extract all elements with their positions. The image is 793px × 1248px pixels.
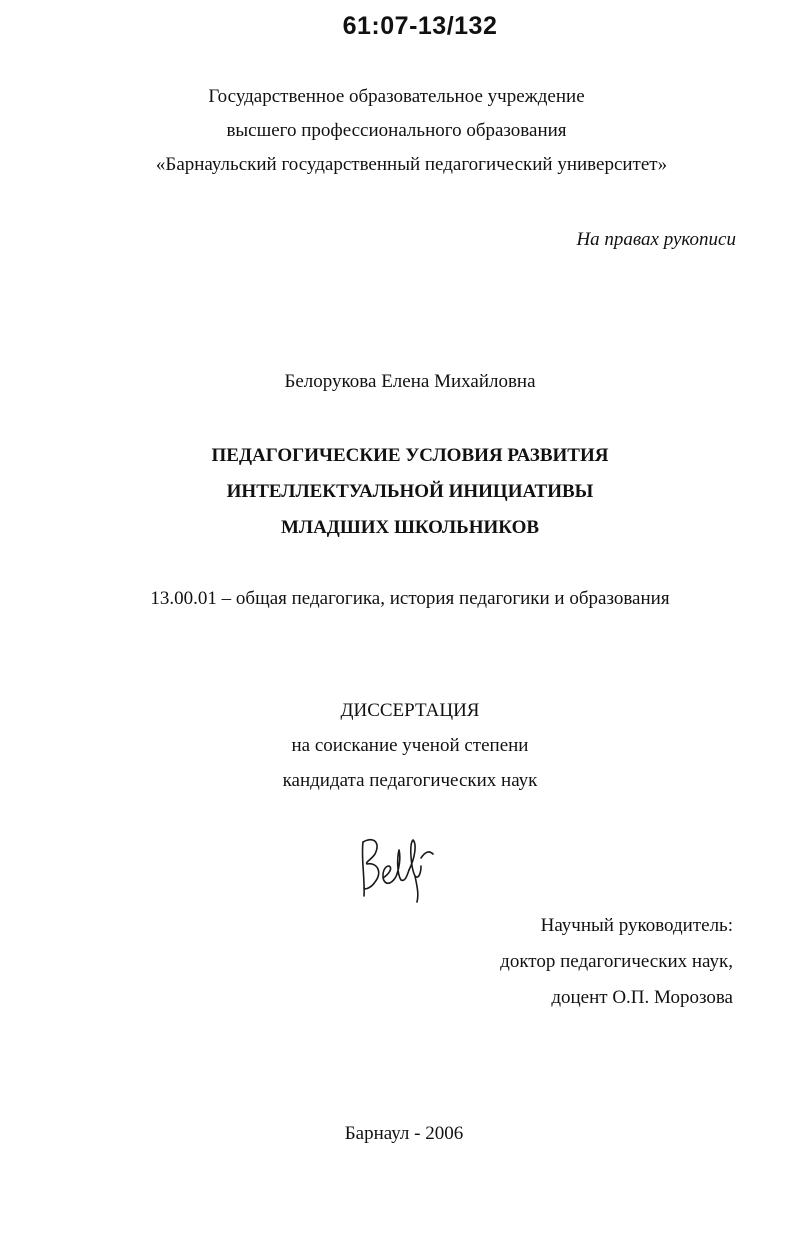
specialty-code: 13.00.01 – общая педагогика, история педагогики и образования (150, 588, 670, 609)
supervisor-degree: доктор педагогических наук, (500, 951, 733, 972)
dissertation-title (0, 438, 793, 546)
catalog-code: 61:07-13/132 (342, 12, 498, 40)
author-name: Белорукова Елена Михайловна (284, 371, 536, 392)
title-line-2: ИНТЕЛЛЕКТУАЛЬНОЙ ИНИЦИАТИВЫ (226, 481, 594, 502)
supervisor-name: доцент О.П. Морозова (551, 987, 733, 1008)
institution-line-3: «Барнаульский государственный педагогический университет» (155, 154, 668, 175)
institution-line-1: Государственное образовательное учреждение (208, 86, 585, 107)
dissertation-purpose: на соискание ученой степени (291, 735, 529, 756)
author-signature (355, 828, 445, 906)
supervisor-block (500, 908, 733, 1016)
title-line-1: ПЕДАГОГИЧЕСКИЕ УСЛОВИЯ РАЗВИТИЯ (211, 445, 609, 466)
institution-line-2: высшего профессионального образования (226, 120, 567, 141)
institution-block (0, 80, 793, 182)
manuscript-note: На правах рукописи (576, 229, 736, 250)
dissertation-type: ДИССЕРТАЦИЯ (340, 700, 480, 721)
dissertation-degree: кандидата педагогических наук (282, 770, 538, 791)
supervisor-label: Научный руководитель: (540, 915, 733, 936)
city-year: Барнаул - 2006 (344, 1123, 464, 1144)
title-line-3: МЛАДШИХ ШКОЛЬНИКОВ (280, 517, 540, 538)
dissertation-block (0, 693, 793, 798)
